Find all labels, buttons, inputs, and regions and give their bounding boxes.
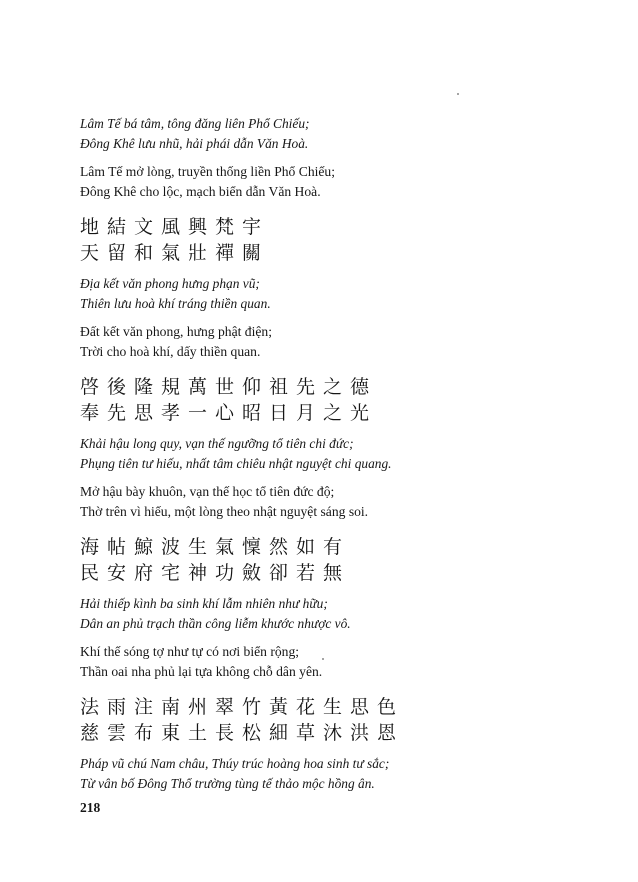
hanzi-line: 奉先思孝一心昭日月之光 — [80, 402, 378, 424]
hanzi-line: 地結文風興梵宇 — [80, 216, 270, 238]
hanzi-line: 法雨注南州翠竹黃花生思色 — [80, 696, 405, 718]
transliteration-line: Phụng tiên tư hiếu, nhất tâm chiêu nhật nguyệt chi quang. — [80, 456, 392, 471]
translation-line: Đất kết văn phong, hưng phật điện; — [80, 324, 272, 339]
stanza-4 — [80, 534, 540, 682]
translation-line: Đông Khê cho lộc, mạch biển dẫn Văn Hoà. — [80, 184, 321, 199]
transliteration-line: Từ vân bố Đông Thổ trường tùng tế thảo mộc hồng ân. — [80, 776, 375, 791]
transliteration-line: Đông Khê lưu nhũ, hải phái dẫn Văn Hoà. — [80, 136, 309, 151]
speck-mark — [322, 658, 324, 660]
transliteration-line: Địa kết văn phong hưng phạn vũ; — [80, 276, 260, 291]
transliteration-line: Lâm Tế bá tâm, tông đăng liên Phổ Chiếu; — [80, 116, 310, 131]
stanza-1 — [80, 114, 540, 202]
translation-line: Trời cho hoà khí, dấy thiền quan. — [80, 344, 261, 359]
page-number: 218 — [80, 800, 101, 815]
speck-mark — [457, 93, 459, 95]
hanzi-line: 海帖鯨波生氣懍然如有 — [80, 536, 351, 558]
hanzi-line: 慈雲布東土長松細草沐洪恩 — [80, 722, 405, 744]
hanzi-line: 民安府宅神功斂卻若無 — [80, 562, 351, 584]
transliteration-line: Thiên lưu hoà khí tráng thiền quan. — [80, 296, 271, 311]
translation-line: Mở hậu bày khuôn, vạn thế học tổ tiên đức độ; — [80, 484, 335, 499]
stanza-3 — [80, 374, 540, 522]
stanza-5 — [80, 694, 540, 794]
translation-line: Thờ trên vì hiếu, một lòng theo nhật nguyệt sáng soi. — [80, 504, 369, 519]
stanza-2 — [80, 214, 540, 362]
transliteration-line: Pháp vũ chú Nam châu, Thúy trúc hoàng hoa sinh tư sắc; — [80, 756, 390, 771]
hanzi-line: 天留和氣壯禪關 — [80, 242, 270, 264]
hanzi-line: 啓後隆規萬世仰祖先之德 — [80, 376, 378, 398]
translation-line: Lâm Tế mở lòng, truyền thống liền Phổ Chiếu; — [80, 164, 335, 179]
translation-line: Thần oai nha phủ lại tựa không chỗ dân yên. — [80, 664, 323, 679]
transliteration-line: Hải thiếp kình ba sinh khí lẫm nhiên như hữu; — [80, 596, 328, 611]
transliteration-line: Dân an phủ trạch thần công liễm khước nhược vô. — [80, 616, 351, 631]
page-content — [80, 114, 540, 794]
translation-line: Khí thế sóng tợ như tự có nơi biển rộng; — [80, 644, 300, 659]
transliteration-line: Khải hậu long quy, vạn thế ngưỡng tổ tiên chi đức; — [80, 436, 354, 451]
